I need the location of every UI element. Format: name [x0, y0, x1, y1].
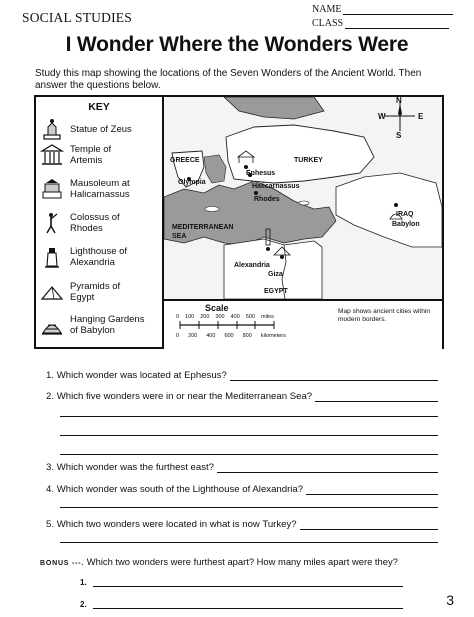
question-number: 1.: [46, 370, 55, 381]
label-rhodes: Rhodes: [254, 196, 280, 203]
class-line[interactable]: [345, 19, 449, 29]
scale-miles-unit: miles: [261, 314, 274, 320]
answer-line[interactable]: [306, 484, 438, 495]
key-label: Mausoleum at Halicarnassus: [70, 178, 130, 200]
scale-km-unit: kilometers: [260, 333, 286, 339]
label-halicarnassus: Halicarnassus: [252, 183, 300, 190]
label-babylon: Babylon: [392, 221, 420, 228]
label-turkey: TURKEY: [294, 157, 323, 164]
label-ephesus: Ephesus: [246, 170, 276, 177]
name-label: NAME: [312, 4, 342, 15]
compass-north: N: [396, 96, 402, 105]
lighthouse-icon: [40, 245, 64, 269]
scale-km-tick: 800: [242, 333, 252, 339]
answer-line[interactable]: [93, 578, 403, 587]
gardens-icon: [40, 313, 64, 337]
question-3: [46, 462, 438, 473]
bonus-line-number: 2.: [80, 600, 87, 609]
scale-km-tick: 600: [224, 333, 234, 339]
scale-title: Scale: [205, 303, 229, 313]
subject-heading: SOCIAL STUDIES: [22, 10, 132, 25]
scale-mile-tick: 200: [200, 314, 210, 320]
key-label: Statue of Zeus: [70, 123, 132, 135]
question-text: Which two wonders were located in what is now Turkey?: [56, 519, 297, 530]
label-mediterranean-sea: MEDITERRANEAN SEA: [172, 224, 234, 240]
scale-mile-tick: 100: [185, 314, 195, 320]
key-item-mausoleum: [40, 177, 160, 201]
scale-mile-tick: 300: [215, 314, 225, 320]
key-item-pyramids: [40, 280, 160, 304]
question-number: 5.: [46, 519, 55, 530]
label-greece: GREECE: [170, 157, 200, 164]
question-text: Which wonder was south of the Lighthouse of Alexandria?: [56, 484, 304, 495]
key-label: Hanging Gardens of Babylon: [70, 314, 145, 336]
scale-km-tick: 400: [206, 333, 216, 339]
scale-mile-tick: 0: [176, 314, 180, 320]
answer-line[interactable]: [60, 507, 438, 508]
scale-km-ticks: [176, 333, 286, 339]
key-item-hanging-gardens: [40, 313, 160, 337]
compass-west: W: [378, 112, 386, 121]
answer-line[interactable]: [60, 416, 438, 417]
page-number: 3: [446, 592, 454, 608]
key-item-temple-of-artemis: [40, 143, 160, 167]
key-item-statue-of-zeus: [40, 117, 160, 141]
class-field[interactable]: [312, 18, 449, 29]
map-key: [36, 97, 164, 347]
bonus-line-number: 1.: [80, 578, 87, 587]
compass-east: E: [418, 112, 424, 121]
compass-south: S: [396, 131, 402, 140]
question-2: [46, 391, 438, 402]
bonus-label: BONUS ---.: [40, 560, 85, 567]
mausoleum-icon: [40, 177, 64, 201]
question-1: [46, 370, 438, 381]
key-item-lighthouse: [40, 245, 160, 269]
question-text: Which wonder was located at Ephesus?: [56, 370, 227, 381]
key-label: Temple of Artemis: [70, 144, 112, 166]
instructions: Study this map showing the locations of the Seven Wonders of the Ancient World. Then answer the questions below.: [35, 68, 422, 91]
answer-line[interactable]: [60, 542, 438, 543]
name-field[interactable]: [312, 4, 453, 15]
answer-line[interactable]: [217, 462, 438, 473]
scale-km-tick: 0: [176, 333, 180, 339]
question-number: 4.: [46, 484, 55, 495]
answer-line[interactable]: [60, 435, 438, 436]
label-alexandria: Alexandria: [234, 262, 270, 269]
bonus-question: [40, 556, 398, 567]
scale-mile-tick: 500: [245, 314, 255, 320]
question-5: [46, 519, 438, 530]
class-label: CLASS: [312, 18, 344, 29]
answer-line[interactable]: [60, 454, 438, 455]
scale-miles-ticks: [176, 314, 274, 320]
answer-line[interactable]: [315, 391, 438, 402]
answer-line[interactable]: [300, 519, 438, 530]
label-giza: Giza: [268, 271, 283, 278]
key-label: Lighthouse of Alexandria: [70, 246, 128, 268]
bonus-answer-2: [80, 600, 403, 609]
statue-icon: [40, 117, 64, 141]
scale-km-tick: 200: [188, 333, 198, 339]
key-item-colossus: [40, 211, 160, 235]
name-line[interactable]: [343, 5, 453, 15]
question-number: 3.: [46, 462, 55, 473]
key-label: Pyramids of Egypt: [70, 281, 121, 303]
bonus-answer-1: [80, 578, 403, 587]
question-text: Which wonder was the furthest east?: [56, 462, 214, 473]
question-4: [46, 484, 438, 495]
map-graphic: [164, 97, 442, 299]
bonus-text: Which two wonders were furthest apart? How many miles apart were they?: [86, 556, 398, 567]
map-note: Map shows ancient cities within modern borders.: [338, 308, 430, 323]
key-title: KEY: [88, 101, 110, 113]
label-egypt: EGYPT: [264, 288, 288, 295]
label-olympia: Olympia: [178, 179, 206, 186]
answer-line[interactable]: [93, 600, 403, 609]
key-label: Colossus of Rhodes: [70, 212, 120, 234]
answer-line[interactable]: [230, 370, 438, 381]
question-text: Which five wonders were in or near the Mediterranean Sea?: [56, 391, 313, 402]
label-iraq: IRAQ: [396, 211, 414, 218]
temple-icon: [40, 143, 64, 167]
scale-mile-tick: 400: [230, 314, 240, 320]
pyramid-icon: [40, 280, 64, 304]
colossus-icon: [40, 211, 64, 235]
page-title: I Wonder Where the Wonders Were: [65, 33, 409, 56]
question-number: 2.: [46, 391, 55, 402]
